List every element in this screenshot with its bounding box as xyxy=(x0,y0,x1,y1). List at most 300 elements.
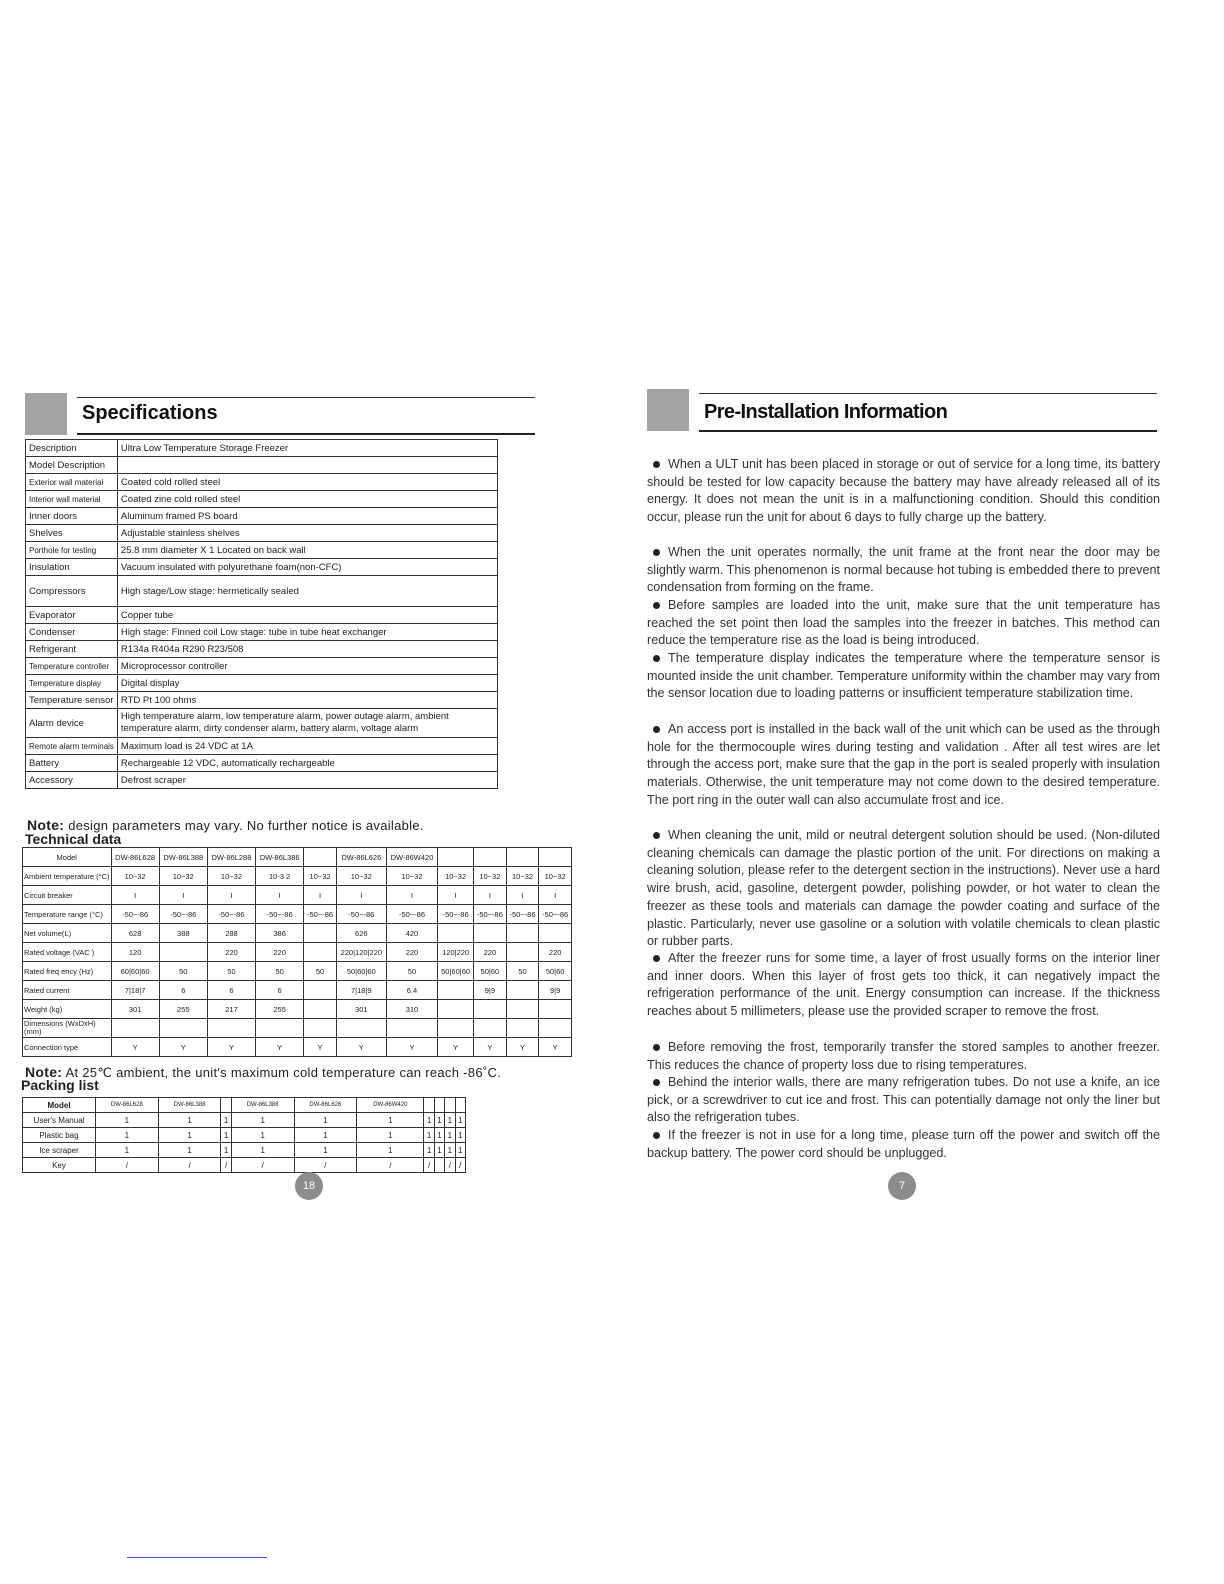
footer-link-line xyxy=(127,1557,267,1558)
tech-label: Connection type xyxy=(23,1038,112,1057)
spec-row xyxy=(26,772,498,789)
pack-cell: 1 xyxy=(294,1113,357,1128)
tech-cell: I xyxy=(506,886,539,905)
tech-cell: 6 xyxy=(256,981,304,1000)
pack-label: Ice scraper xyxy=(23,1143,96,1158)
spec-value: Defrost scraper xyxy=(117,772,497,789)
top-rule xyxy=(699,393,1157,394)
tech-cell xyxy=(438,848,474,867)
tech-cell xyxy=(438,1019,474,1038)
tech-cell: 50 xyxy=(207,962,255,981)
pack-cell: DW-86L388 xyxy=(158,1098,221,1113)
tech-cell: DW-86L388 xyxy=(159,848,207,867)
tech-cell: -50~-86 xyxy=(474,905,507,924)
pack-cell: 1 xyxy=(424,1143,434,1158)
tech-label: Rated freq ency (Hz) xyxy=(23,962,112,981)
tech-cell: I xyxy=(386,886,437,905)
tech-row xyxy=(23,943,572,962)
spec-value: Adjustable stainless shelves xyxy=(117,525,497,542)
tech-cell: 6 xyxy=(207,981,255,1000)
packing-list-table xyxy=(22,1097,466,1173)
bullet-icon xyxy=(653,726,660,733)
title-underline xyxy=(77,433,535,435)
tech-cell xyxy=(539,1019,572,1038)
paragraph-text: Before samples are loaded into the unit, make sure that the unit temperature has reached the set point then load the samples into the freezer in batches. This method can reduce the temperature rise as the load is being introduced. xyxy=(647,598,1160,648)
tech-label: Model xyxy=(23,848,112,867)
note-text: design parameters may vary. No further notice is available. xyxy=(64,818,424,833)
paragraph xyxy=(647,950,1160,1021)
tech-row xyxy=(23,867,572,886)
tech-cell: -50~-86 xyxy=(506,905,539,924)
pack-label: User's Manual xyxy=(23,1113,96,1128)
tech-cell: 420 xyxy=(386,924,437,943)
page-title-pre-installation: Pre-Installation Information xyxy=(704,401,948,423)
spec-row xyxy=(26,607,498,624)
tech-cell: I xyxy=(304,886,337,905)
pack-cell: 1 xyxy=(158,1128,221,1143)
paragraph-text: When a ULT unit has been placed in storage or out of service for a long time, its battery should be tested for low capacity because the battery may have already released all of its energy. It does not mean the unit is in a malfunctioning condition. Should this condition occur, please run the unit for about 6 days to fully charge up the battery. xyxy=(647,457,1160,525)
tech-cell xyxy=(474,924,507,943)
tech-cell: 10~32 xyxy=(539,867,572,886)
tech-cell xyxy=(256,1019,304,1038)
tech-cell xyxy=(506,943,539,962)
tech-cell: I xyxy=(474,886,507,905)
tech-row xyxy=(23,1000,572,1019)
pack-cell: 1 xyxy=(158,1143,221,1158)
spec-row xyxy=(26,508,498,525)
tech-cell: 288 xyxy=(207,924,255,943)
spec-row xyxy=(26,675,498,692)
tech-cell xyxy=(304,1000,337,1019)
spec-label: Temperature display xyxy=(26,675,118,692)
tech-cell: I xyxy=(539,886,572,905)
tech-cell: 120 xyxy=(111,943,159,962)
tech-cell: 220 xyxy=(474,943,507,962)
tech-row xyxy=(23,886,572,905)
paragraph xyxy=(647,827,1160,951)
tech-cell xyxy=(159,1019,207,1038)
spec-value: Microprocessor controller xyxy=(117,658,497,675)
tech-cell xyxy=(506,848,539,867)
tech-cell: -50~-86 xyxy=(304,905,337,924)
pack-row xyxy=(23,1143,466,1158)
spec-value xyxy=(117,457,497,474)
spec-value: 25.8 mm diameter X 1 Located on back wall xyxy=(117,542,497,559)
tech-cell xyxy=(438,981,474,1000)
spec-value: Copper tube xyxy=(117,607,497,624)
spec-row xyxy=(26,440,498,457)
tech-cell: Y xyxy=(304,1038,337,1057)
tech-cell: 220 xyxy=(386,943,437,962)
spec-label: Battery xyxy=(26,755,118,772)
tech-cell: Y xyxy=(506,1038,539,1057)
tech-cell xyxy=(474,1019,507,1038)
pack-cell: 1 xyxy=(231,1113,294,1128)
pack-cell: 1 xyxy=(96,1113,159,1128)
spec-row xyxy=(26,559,498,576)
pack-label: Model xyxy=(23,1098,96,1113)
tech-cell: 10~32 xyxy=(474,867,507,886)
pack-row xyxy=(23,1128,466,1143)
tech-cell: 301 xyxy=(111,1000,159,1019)
tech-row xyxy=(23,1019,572,1038)
tech-cell xyxy=(539,848,572,867)
pack-cell xyxy=(455,1098,466,1113)
tech-cell: Y xyxy=(539,1038,572,1057)
paragraph xyxy=(647,721,1160,810)
spec-value: Aluminum framed PS board xyxy=(117,508,497,525)
tech-cell: 50|60 xyxy=(539,962,572,981)
tech-cell xyxy=(506,924,539,943)
pack-label: Plastic bag xyxy=(23,1128,96,1143)
pack-cell: 1 xyxy=(455,1143,466,1158)
tech-cell: 220 xyxy=(539,943,572,962)
tech-cell: 220|120|220 xyxy=(336,943,386,962)
spec-row xyxy=(26,576,498,607)
spec-label: Exterior wall material xyxy=(26,474,118,491)
pack-cell: / xyxy=(96,1158,159,1173)
bullet-icon xyxy=(653,655,660,662)
spec-label: Porthole for testing xyxy=(26,542,118,559)
tech-cell: Y xyxy=(438,1038,474,1057)
spec-row xyxy=(26,474,498,491)
spec-row xyxy=(26,542,498,559)
spec-value: Ultra Low Temperature Storage Freezer xyxy=(117,440,497,457)
tech-cell xyxy=(304,1019,337,1038)
tech-cell: Y xyxy=(111,1038,159,1057)
pack-cell xyxy=(445,1098,455,1113)
pack-cell: DW-86L628 xyxy=(96,1098,159,1113)
bullet-icon xyxy=(653,1132,660,1139)
bullet-icon xyxy=(653,1044,660,1051)
tech-cell: Y xyxy=(159,1038,207,1057)
tech-cell xyxy=(438,1000,474,1019)
pack-cell: / xyxy=(231,1158,294,1173)
tech-cell: DW-86L288 xyxy=(207,848,255,867)
pack-cell xyxy=(424,1098,434,1113)
page-title-specifications: Specifications xyxy=(82,402,218,424)
paragraph-text: An access port is installed in the back wall of the unit which can be used as the through hole for the thermocouple wires during testing and validation . After all test wires are let through the access port, make sure that the gap in the port is sealed properly with insulation materials. Otherwise, the unit temperature may not come down to the desired temperature. The port ring in the outer wall can also accumulate frost and ice. xyxy=(647,722,1160,807)
tech-row xyxy=(23,905,572,924)
tech-cell: 7|18|9 xyxy=(336,981,386,1000)
packing-list-heading: Packing list xyxy=(21,1077,99,1093)
pack-cell: 1 xyxy=(96,1143,159,1158)
tech-cell: 10~32 xyxy=(438,867,474,886)
tech-cell: DW-86L386 xyxy=(256,848,304,867)
tech-cell xyxy=(539,924,572,943)
spec-value: Maximum load is 24 VDC at 1A xyxy=(117,738,497,755)
pack-cell: 1 xyxy=(294,1143,357,1158)
spec-label: Compressors xyxy=(26,576,118,607)
pack-cell: / xyxy=(221,1158,231,1173)
tech-cell xyxy=(506,1000,539,1019)
pack-cell: 1 xyxy=(221,1113,231,1128)
tech-label: Rated current xyxy=(23,981,112,1000)
page-number-left: 18 xyxy=(295,1172,323,1200)
paragraph xyxy=(647,597,1160,650)
tech-cell: 388 xyxy=(159,924,207,943)
tech-row xyxy=(23,981,572,1000)
tech-cell: 10~32 xyxy=(207,867,255,886)
paragraph-text: After the freezer runs for some time, a layer of frost usually forms on the interior liner and inner doors. When this layer of frost gets too thick, it can negatively impact the refrigeration performance of the unit. Energy consumption can increase. If the thickness reaches about 5 millimeters, please use the provided scraper to remove the frost. xyxy=(647,951,1160,1019)
pack-cell: 1 xyxy=(424,1113,434,1128)
tech-cell: 626 xyxy=(336,924,386,943)
tech-cell: 10~32 xyxy=(336,867,386,886)
pack-cell: 1 xyxy=(445,1113,455,1128)
pack-cell: DW-86L626 xyxy=(294,1098,357,1113)
tech-cell: 50 xyxy=(256,962,304,981)
pack-cell: 1 xyxy=(231,1128,294,1143)
spec-value: Rechargeable 12 VDC, automatically rechargeable xyxy=(117,755,497,772)
spec-value: Coated cold rolled steel xyxy=(117,474,497,491)
tech-label: Net volume(L) xyxy=(23,924,112,943)
spec-value: Digital display xyxy=(117,675,497,692)
note-label: Note: xyxy=(25,1064,63,1080)
tech-row xyxy=(23,962,572,981)
spec-label: Alarm device xyxy=(26,709,118,738)
paragraph-text: If the freezer is not in use for a long time, please turn off the power and switch off the backup battery. The power cord should be unplugged. xyxy=(647,1128,1160,1160)
pack-cell: 1 xyxy=(357,1143,424,1158)
spec-row xyxy=(26,692,498,709)
tech-cell xyxy=(304,981,337,1000)
tech-cell: 50 xyxy=(304,962,337,981)
tech-cell xyxy=(159,943,207,962)
tech-cell: -50~-86 xyxy=(111,905,159,924)
tech-cell: 10~32 xyxy=(506,867,539,886)
spec-label: Evaporator xyxy=(26,607,118,624)
bullet-icon xyxy=(653,549,660,556)
spec-row xyxy=(26,624,498,641)
tech-cell: -50~-86 xyxy=(386,905,437,924)
tech-cell xyxy=(474,848,507,867)
tech-cell: 10-3 2 xyxy=(256,867,304,886)
pack-cell: / xyxy=(294,1158,357,1173)
section-marker-pre-installation xyxy=(647,389,689,431)
tech-cell xyxy=(336,1019,386,1038)
note-label: Note: xyxy=(27,817,65,833)
tech-cell: Y xyxy=(207,1038,255,1057)
paragraph-text: Behind the interior walls, there are many refrigeration tubes. Do not use a knife, an ice pick, or a screwdriver to cut ice and frost. This can potentially damage not only the liner but also the refrigeration tubes. xyxy=(647,1075,1160,1125)
spec-label: Description xyxy=(26,440,118,457)
tech-cell: 50|60 xyxy=(474,962,507,981)
spec-row xyxy=(26,755,498,772)
spec-label: Temperature controller xyxy=(26,658,118,675)
pack-cell: 1 xyxy=(424,1128,434,1143)
pack-cell: 1 xyxy=(221,1128,231,1143)
pack-cell: 1 xyxy=(96,1128,159,1143)
tech-cell: 10~32 xyxy=(386,867,437,886)
tech-cell: 120|220 xyxy=(438,943,474,962)
bullet-icon xyxy=(653,461,660,468)
spec-label: Condenser xyxy=(26,624,118,641)
tech-cell: Y xyxy=(474,1038,507,1057)
pack-cell: 1 xyxy=(445,1128,455,1143)
spec-label: Interior wall material xyxy=(26,491,118,508)
technical-data-table xyxy=(22,847,572,1057)
pack-cell: 1 xyxy=(221,1143,231,1158)
spec-value: R134a R404a R290 R23/508 xyxy=(117,641,497,658)
specifications-table xyxy=(25,439,498,789)
tech-cell xyxy=(506,1019,539,1038)
spec-row xyxy=(26,491,498,508)
tech-cell xyxy=(474,1000,507,1019)
tech-cell: -50~-86 xyxy=(438,905,474,924)
pack-cell xyxy=(221,1098,231,1113)
tech-cell xyxy=(438,924,474,943)
tech-cell xyxy=(506,981,539,1000)
spec-row xyxy=(26,738,498,755)
pack-cell: 1 xyxy=(455,1128,466,1143)
tech-cell: I xyxy=(207,886,255,905)
technical-data-heading: Technical data xyxy=(25,831,122,847)
tech-cell: DW-86L628 xyxy=(111,848,159,867)
tech-cell: DW-86W420 xyxy=(386,848,437,867)
pack-cell: / xyxy=(424,1158,434,1173)
paragraph-text: When cleaning the unit, mild or neutral detergent solution should be used. (Non-diluted cleaning chemicals can damage the plastic portion of the unit. For directions on making a cleaning solution, please refer to the detergent section in the instructions). Never use a hard wire brush, acid, gasoline, detergent powder, polishing powder, or hot water to clean the freezer as these tools and materials can damage the powder coating and surface of the plastic. Particularly, never use gasoline or a solution with volatile chemicals to clean plastic or rubber parts. xyxy=(647,828,1160,949)
tech-cell: 310 xyxy=(386,1000,437,1019)
bullet-icon xyxy=(653,602,660,609)
pack-cell: / xyxy=(158,1158,221,1173)
tech-cell: 255 xyxy=(256,1000,304,1019)
spec-row xyxy=(26,457,498,474)
tech-label: Weight (kg) xyxy=(23,1000,112,1019)
spec-label: Shelves xyxy=(26,525,118,542)
tech-cell: 301 xyxy=(336,1000,386,1019)
tech-cell: 10~32 xyxy=(159,867,207,886)
pack-cell: / xyxy=(455,1158,466,1173)
paragraph xyxy=(647,544,1160,597)
spec-value: High stage/Low stage: hermetically sealed xyxy=(117,576,497,607)
tech-label: Rated voltage (VAC ) xyxy=(23,943,112,962)
pack-cell: 1 xyxy=(434,1128,444,1143)
tech-cell: 628 xyxy=(111,924,159,943)
tech-row xyxy=(23,924,572,943)
tech-cell: -50~-86 xyxy=(207,905,255,924)
spec-row xyxy=(26,658,498,675)
tech-label: Temperature range (°C) xyxy=(23,905,112,924)
spec-label: Temperature sensor xyxy=(26,692,118,709)
tech-cell: 50|60|60 xyxy=(438,962,474,981)
spec-value: RTD Pt 100 ohms xyxy=(117,692,497,709)
tech-cell xyxy=(207,1019,255,1038)
tech-cell: 50 xyxy=(159,962,207,981)
tech-cell: I xyxy=(256,886,304,905)
spec-value: High stage: Finned coil Low stage: tube in tube heat exchanger xyxy=(117,624,497,641)
tech-cell: 386 xyxy=(256,924,304,943)
tech-cell: 10~32 xyxy=(304,867,337,886)
pack-row xyxy=(23,1113,466,1128)
tech-cell: 50 xyxy=(386,962,437,981)
tech-cell: -50~-86 xyxy=(539,905,572,924)
pack-cell: / xyxy=(445,1158,455,1173)
tech-cell: Y xyxy=(336,1038,386,1057)
top-rule xyxy=(77,397,535,398)
paragraph xyxy=(647,456,1160,527)
tech-cell: 10~32 xyxy=(111,867,159,886)
paragraph xyxy=(647,650,1160,703)
pack-cell xyxy=(434,1158,444,1173)
spec-label: Inner doors xyxy=(26,508,118,525)
tech-label: Circuit breaker xyxy=(23,886,112,905)
tech-cell xyxy=(304,924,337,943)
bullet-icon xyxy=(653,1079,660,1086)
tech-cell: Y xyxy=(256,1038,304,1057)
spec-label: Refrigerant xyxy=(26,641,118,658)
paragraph xyxy=(647,1127,1160,1162)
pack-cell: 1 xyxy=(294,1128,357,1143)
tech-cell: 217 xyxy=(207,1000,255,1019)
tech-cell: 50|60|60 xyxy=(336,962,386,981)
tech-cell: I xyxy=(336,886,386,905)
spec-value: Vacuum insulated with polyurethane foam(non-CFC) xyxy=(117,559,497,576)
tech-cell: 50 xyxy=(506,962,539,981)
tech-row xyxy=(23,1038,572,1057)
tech-label: Dimensions (WxDxH) (mm) xyxy=(23,1019,112,1038)
note-text: At 25℃ ambient, the unit's maximum cold temperature can reach -86˚C. xyxy=(62,1065,502,1080)
tech-row xyxy=(23,848,572,867)
paragraph xyxy=(647,1074,1160,1127)
pack-cell: DW-86L388 xyxy=(231,1098,294,1113)
tech-cell: 6 xyxy=(159,981,207,1000)
pack-cell: 1 xyxy=(434,1113,444,1128)
tech-cell: 6.4 xyxy=(386,981,437,1000)
bullet-icon xyxy=(653,955,660,962)
pack-cell: / xyxy=(357,1158,424,1173)
tech-cell xyxy=(539,1000,572,1019)
paragraph-text: When the unit operates normally, the unit frame at the front near the door may be slightly warm. This phenomenon is normal because hot tubing is embedded there to prevent condensation from forming on the frame. xyxy=(647,545,1160,595)
spec-label: Remote alarm terminals xyxy=(26,738,118,755)
tech-cell: 60|60|60 xyxy=(111,962,159,981)
page-number-right: 7 xyxy=(888,1172,916,1200)
spec-row xyxy=(26,641,498,658)
tech-cell xyxy=(386,1019,437,1038)
pack-cell: 1 xyxy=(434,1143,444,1158)
spec-value: High temperature alarm, low temperature alarm, power outage alarm, ambient temperature alarm, dirty condenser alarm, battery alarm, voltage alarm xyxy=(117,709,497,738)
tech-cell xyxy=(304,848,337,867)
pack-row xyxy=(23,1098,466,1113)
paragraph-text: The temperature display indicates the temperature where the temperature sensor is mounted inside the unit chamber. Temperature uniformity within the chamber may vary from the sensor location due to loading patterns or insufficient temperature stabilization time. xyxy=(647,651,1160,701)
tech-cell: -50~-86 xyxy=(159,905,207,924)
tech-cell: -50~-86 xyxy=(256,905,304,924)
spec-label: Insulation xyxy=(26,559,118,576)
tech-cell: 7|18|7 xyxy=(111,981,159,1000)
pack-cell: 1 xyxy=(231,1143,294,1158)
spec-row xyxy=(26,525,498,542)
tech-cell xyxy=(304,943,337,962)
tech-cell: 9|9 xyxy=(539,981,572,1000)
tech-cell xyxy=(111,1019,159,1038)
pack-cell: 1 xyxy=(357,1128,424,1143)
tech-label: Ambient temperature (°C) xyxy=(23,867,112,886)
tech-cell: Y xyxy=(386,1038,437,1057)
tech-cell: -50~-86 xyxy=(336,905,386,924)
bullet-icon xyxy=(653,832,660,839)
tech-cell: I xyxy=(438,886,474,905)
title-underline xyxy=(699,430,1157,432)
pack-row xyxy=(23,1158,466,1173)
tech-cell: 255 xyxy=(159,1000,207,1019)
spec-label: Model Description xyxy=(26,457,118,474)
spec-value: Coated zine cold rolled steel xyxy=(117,491,497,508)
pack-cell: DW-86W420 xyxy=(357,1098,424,1113)
spec-label: Accessory xyxy=(26,772,118,789)
tech-cell: 220 xyxy=(207,943,255,962)
pack-cell: 1 xyxy=(455,1113,466,1128)
spec-row xyxy=(26,709,498,738)
pack-cell: 1 xyxy=(357,1113,424,1128)
tech-cell: 9|9 xyxy=(474,981,507,1000)
tech-cell: DW-86L626 xyxy=(336,848,386,867)
